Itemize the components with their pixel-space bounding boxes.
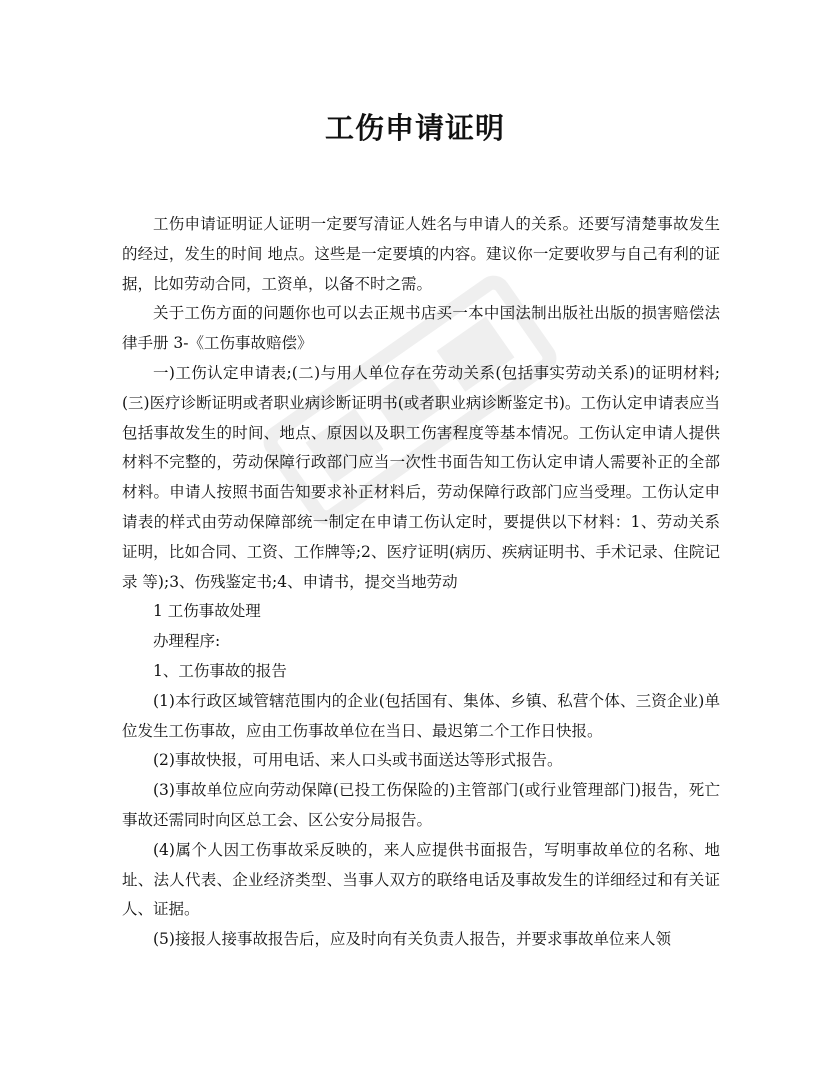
document-body xyxy=(122,210,720,955)
paragraph: (3)事故单位应向劳动保障(已投工伤保险的)主管部门(或行业管理部门)报告，死亡事故还需同时向区总工会、区公安分局报告。 xyxy=(122,781,720,829)
paragraph: (5)接报人接事故报告后，应及时向有关负责人报告，并要求事故单位来人领 xyxy=(153,930,671,949)
document-title: 工伤申请证明 xyxy=(324,111,505,145)
paragraph: 一)工伤认定申请表;(二)与用人单位存在劳动关系(包括事实劳动关系)的证明材料;(三)医疗诊断证明或者职业病诊断证明书(或者职业病诊断鉴定书)。工伤认定申请表应当包括事故发生的时间、地点、原因以及职工伤害程度等基本情况。工伤认定申请人提供材料不完整的，劳动保障行政部门应当一次性书面告知工伤认定申请人需要补正的全部材料。申请人按照书面告知要求补正材料后，劳动保障行政部门应当受理。工伤认定申请表的样式由劳动保障部统一制定在申请工伤认定时，要提供以下材料：1、劳动关系证明，比如合同、工资、工作牌等;2、医疗证明(病历、疾病证明书、手术记录、住院记录 等);3、伤残鉴定书;4、申请书，提交当地劳动 xyxy=(122,363,720,591)
paragraph: (2)事故快报，可用电话、来人口头或书面送达等形式报告。 xyxy=(153,751,563,770)
paragraph: (4)属个人因工伤事故采反映的，来人应提供书面报告，写明事故单位的名称、地址、法人代表、企业经济类型、当事人双方的联络电话及事故发生的详细经过和有关证人、证据。 xyxy=(122,840,720,919)
paragraph: 办理程序: xyxy=(153,632,221,651)
paragraph: (1)本行政区域管辖范围内的企业(包括国有、集体、乡镇、私营个体、三资企业)单位发生工伤事故，应由工伤事故单位在当日、最迟第二个工作日快报。 xyxy=(122,691,720,740)
paragraph: 1、工伤事故的报告 xyxy=(153,661,287,680)
paragraph: 工伤申请证明证人证明一定要写清证人姓名与申请人的关系。还要写清楚事故发生的经过，发生的时间 地点。这些是一定要填的内容。建议你一定要收罗与自己有利的证据，比如劳动合同，工资单，以备不时之需。 xyxy=(122,215,720,293)
paragraph: 1 工伤事故处理 xyxy=(153,602,261,621)
paragraph: 关于工伤方面的问题你也可以去正规书店买一本中国法制出版社出版的损害赔偿法律手册 3-《工伤事故赔偿》 xyxy=(122,304,720,353)
